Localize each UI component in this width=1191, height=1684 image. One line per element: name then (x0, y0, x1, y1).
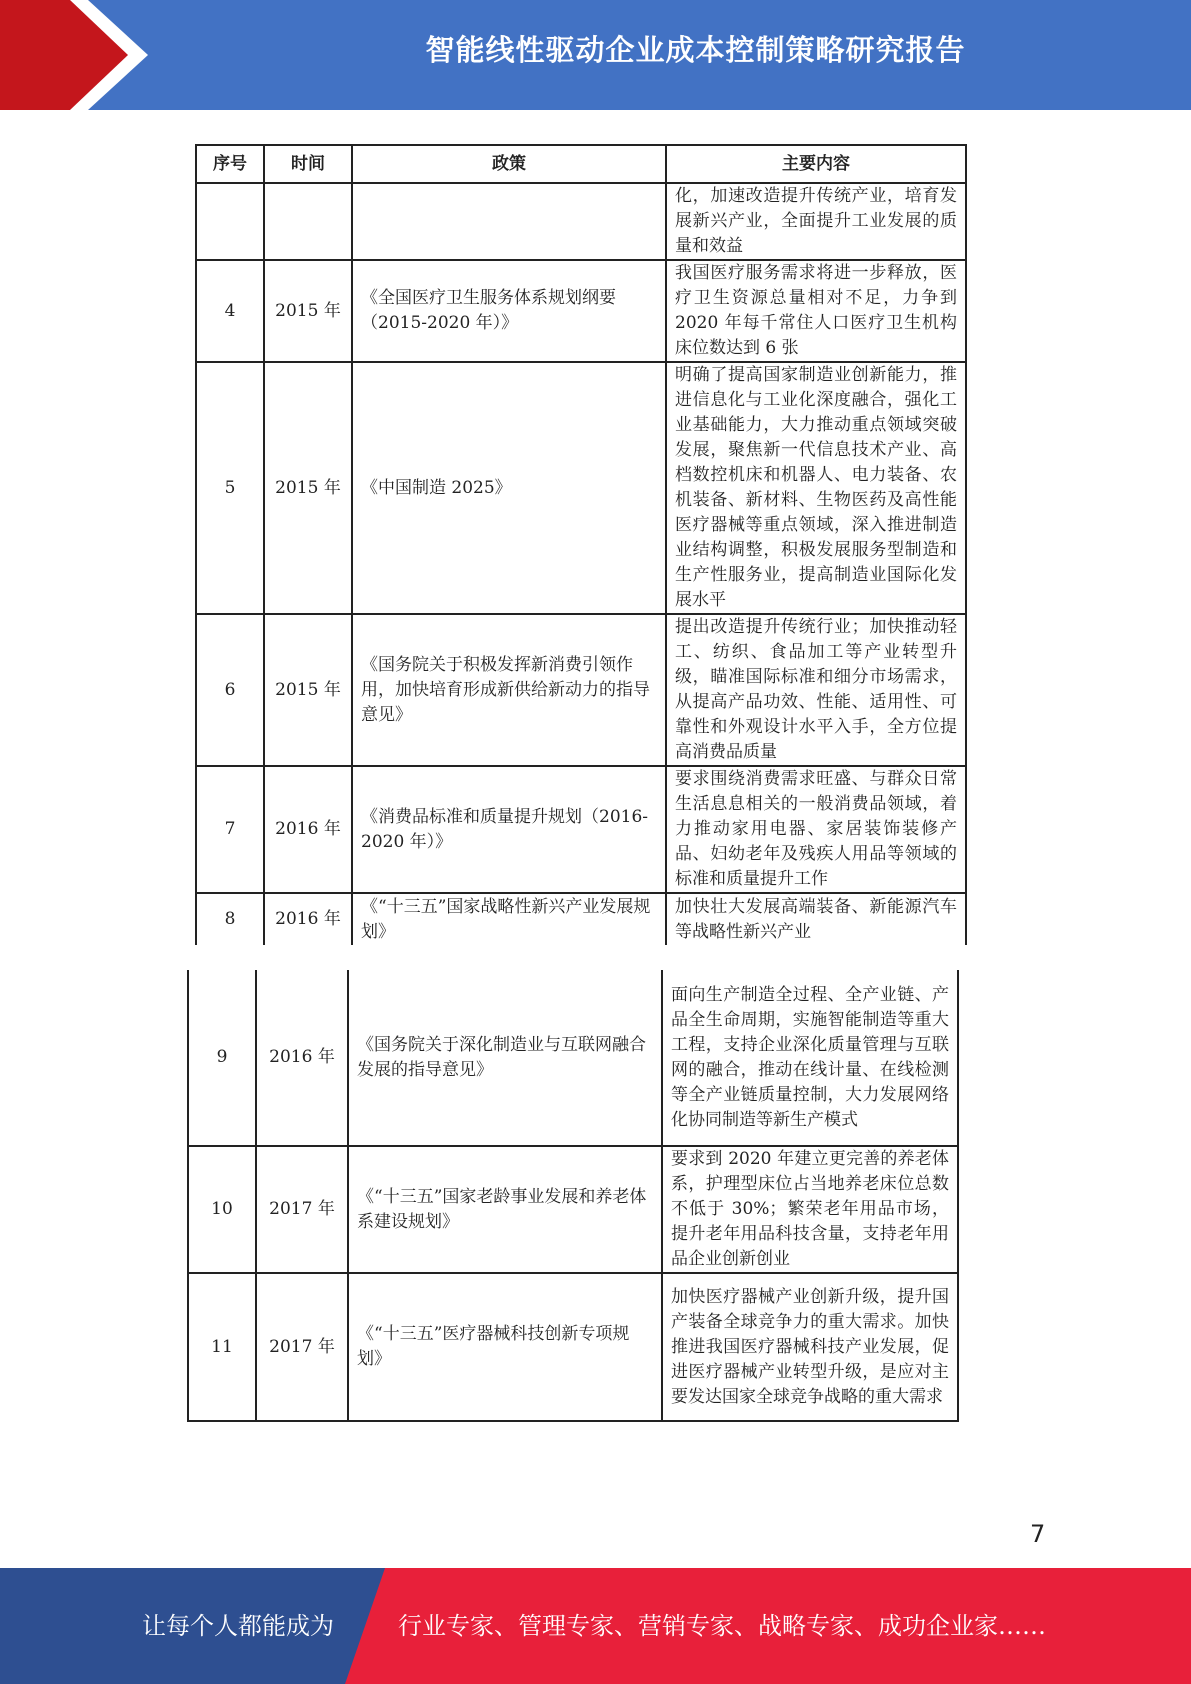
row-number: 7 (196, 766, 264, 893)
row-content: 提出改造提升传统行业；加快推动轻工、纺织、食品加工等产业转型升级，瞄准国际标准和细分市场需求，从提高产品功效、性能、适用性、可靠性和外观设计水平入手，全方位提高消费品质量 (666, 614, 966, 766)
row-policy: 《中国制造 2025》 (352, 362, 666, 614)
table-row (188, 970, 958, 1146)
row-number: 6 (196, 614, 264, 766)
table-row (196, 362, 966, 614)
row-number: 9 (188, 970, 256, 1146)
table-row (196, 766, 966, 893)
row-policy: 《消费品标准和质量提升规划（2016-2020 年）》 (352, 766, 666, 893)
row-policy: 《“十三五”国家老龄事业发展和养老体系建设规划》 (348, 1146, 662, 1273)
row-content: 要求到 2020 年建立更完善的养老体系，护理型床位占当地养老床位总数不低于 30%；繁荣老年用品市场，提升老年用品科技含量，支持老年用品企业创新创业 (662, 1146, 958, 1273)
row-year: 2017 年 (256, 1273, 348, 1421)
row-year: 2016 年 (264, 766, 352, 893)
table-row (196, 893, 966, 945)
row-policy: 《“十三五”国家战略性新兴产业发展规划》 (352, 893, 666, 945)
row-policy: 《国务院关于深化制造业与互联网融合发展的指导意见》 (348, 970, 662, 1146)
row-number: 8 (196, 893, 264, 945)
header-arrow-decoration (0, 0, 150, 110)
row-content: 加快壮大发展高端装备、新能源汽车等战略性新兴产业 (666, 893, 966, 945)
report-title: 智能线性驱动企业成本控制策略研究报告 (425, 33, 966, 67)
row-content: 面向生产制造全过程、全产业链、产品全生命周期，实施智能制造等重大工程，支持企业深化质量管理与互联网的融合，推动在线计量、在线检测等全产业链质量控制，大力发展网络化协同制造等新生产模式 (662, 970, 958, 1146)
row-year: 2015 年 (264, 362, 352, 614)
footer-slogan-right: 行业专家、管理专家、营销专家、战略专家、成功企业家…… (398, 1612, 1046, 1640)
row-year: 2016 年 (256, 970, 348, 1146)
table-row (196, 614, 966, 766)
policy-table-part-2 (187, 970, 959, 1422)
column-header-policy: 政策 (352, 145, 666, 183)
row-year: 2015 年 (264, 614, 352, 766)
column-header-number: 序号 (196, 145, 264, 183)
table-row (188, 1146, 958, 1273)
policy-table-part-1 (195, 144, 967, 945)
row-content: 化，加速改造提升传统产业，培育发展新兴产业，全面提升工业发展的质量和效益 (666, 183, 966, 260)
row-content: 明确了提高国家制造业创新能力，推进信息化与工业化深度融合，强化工业基础能力，大力推动重点领域突破发展，聚焦新一代信息技术产业、高档数控机床和机器人、电力装备、农机装备、新材料、生物医药及高性能医疗器械等重点领域，深入推进制造业结构调整，积极发展服务型制造和生产性服务业，提高制造业国际化发展水平 (666, 362, 966, 614)
row-number: 11 (188, 1273, 256, 1421)
page-footer (0, 1568, 1191, 1684)
row-policy (352, 183, 666, 260)
column-header-content: 主要内容 (666, 145, 966, 183)
row-year: 2015 年 (264, 260, 352, 362)
footer-slogan-left: 让每个人都能成为 (142, 1612, 334, 1640)
row-policy: 《“十三五”医疗器械科技创新专项规划》 (348, 1273, 662, 1421)
row-policy: 《国务院关于积极发挥新消费引领作用，加快培育形成新供给新动力的指导意见》 (352, 614, 666, 766)
table-row (196, 260, 966, 362)
row-year: 2016 年 (264, 893, 352, 945)
column-header-time: 时间 (264, 145, 352, 183)
table-header-row (196, 145, 966, 183)
page-header (0, 0, 1191, 110)
table-row (188, 1273, 958, 1421)
row-content: 我国医疗服务需求将进一步释放，医疗卫生资源总量相对不足，力争到 2020 年每千常住人口医疗卫生机构床位数达到 6 张 (666, 260, 966, 362)
row-number: 5 (196, 362, 264, 614)
page-number: 7 (1030, 1520, 1046, 1548)
row-content: 加快医疗器械产业创新升级，提升国产装备全球竞争力的重大需求。加快推进我国医疗器械科技产业发展，促进医疗器械产业转型升级，是应对主要发达国家全球竞争战略的重大需求 (662, 1273, 958, 1421)
row-number: 10 (188, 1146, 256, 1273)
row-year: 2017 年 (256, 1146, 348, 1273)
row-policy: 《全国医疗卫生服务体系规划纲要（2015-2020 年）》 (352, 260, 666, 362)
row-number: 4 (196, 260, 264, 362)
row-number (196, 183, 264, 260)
row-year (264, 183, 352, 260)
table-row (196, 183, 966, 260)
row-content: 要求围绕消费需求旺盛、与群众日常生活息息相关的一般消费品领域，着力推动家用电器、家居装饰装修产品、妇幼老年及残疾人用品等领域的标准和质量提升工作 (666, 766, 966, 893)
